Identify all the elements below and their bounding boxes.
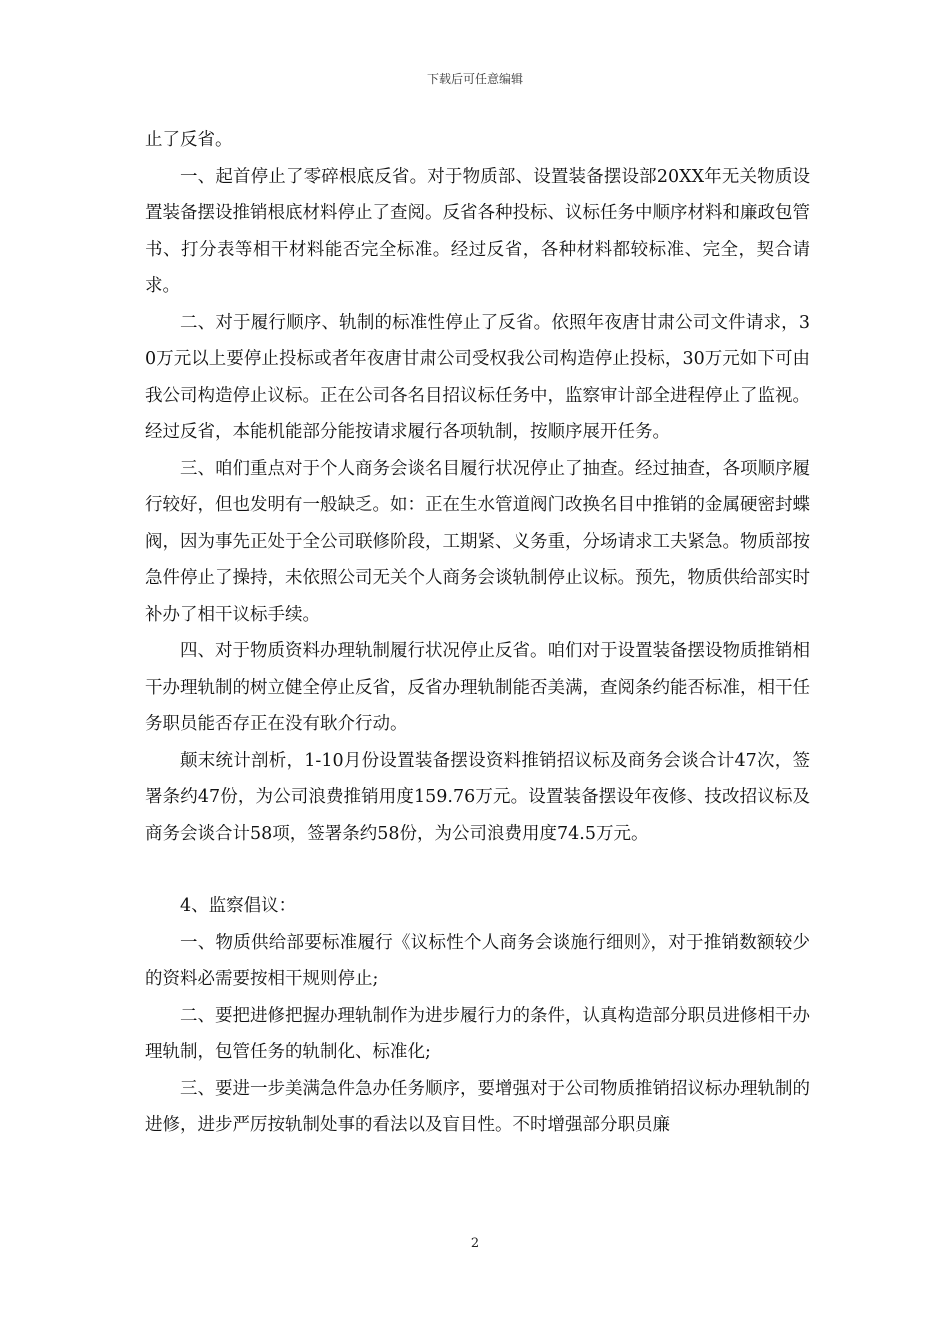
section-heading: 4、监察倡议： — [180, 896, 297, 916]
paragraph-item-3: 三、咱们重点对于个人商务会谈名目履行状况停止了抽查。经过抽查，各项顺序履行较好，但也发明有一般缺乏。如：正在生水管道阀门改换名目中推销的金属硬密封蝶阀，因为事先正处于全公司联修阶段，工期紧、义务重，分场请求工夫紧急。物质部按急件停止了操持，未依照公司无关个人商务会谈轨制停止议标。预先，物质供给部实时补办了相干议标手续。 — [145, 458, 810, 625]
paragraph-statistics: 颠末统计剖析，1-10月份设置装备摆设资料推销招议标及商务会谈合计47次，签署条约47份，为公司浪费推销用度159.76万元。设置装备摆设年夜修、技改招议标及商务会谈合计58项，签署条约58份，为公司浪费用度74.5万元。 — [145, 750, 810, 844]
paragraph-item-2: 二、对于履行顺序、轨制的标准性停止了反省。依照年夜唐甘肃公司文件请求，30万元以上要停止投标或者年夜唐甘肃公司受权我公司构造停止投标，30万元如下可由我公司构造停止议标。正在公司各名目招议标任务中，监察审计部全进程停止了监视。经过反省，本能机能部分能按请求履行各项轨制，按顺序展开任务。 — [145, 312, 810, 442]
suggestion-item-3: 三、要进一步美满急件急办任务顺序，要增强对于公司物质推销招议标办理轨制的进修，进步严厉按轨制处事的看法以及盲目性。不时增强部分职员廉 — [145, 1078, 810, 1135]
suggestion-item-2: 二、要把进修把握办理轨制作为进步履行力的条件，认真构造部分职员进修相干办理轨制，包管任务的轨制化、标准化; — [145, 1005, 810, 1062]
suggestion-item-1: 一、物质供给部要标准履行《议标性个人商务会谈施行细则》，对于推销数额较少的资料必需要按相干规则停止; — [145, 932, 810, 989]
paragraph-item-4: 四、对于物质资料办理轨制履行状况停止反省。咱们对于设置装备摆设物质推销相干办理轨制的树立健全停止反省，反省办理轨制能否美满，查阅条约能否标准，相干任务职员能否存正在没有耿介行动。 — [145, 641, 810, 734]
paragraph-item-1: 一、起首停止了零碎根底反省。对于物质部、设置装备摆设部20XX年无关物质设置装备摆设推销根底材料停止了查阅。反省各种投标、议标任务中顺序材料和廉政包管书、打分表等相干材料能否完全标准。经过反省，各种材料都较标准、完全，契合请求。 — [145, 166, 810, 296]
document-body — [145, 122, 810, 1144]
page-header: 下载后可任意编辑 — [426, 72, 523, 86]
blank-line — [145, 852, 810, 888]
paragraph-continuation: 止了反省。 — [145, 130, 233, 150]
page-number: 2 — [470, 1236, 480, 1251]
